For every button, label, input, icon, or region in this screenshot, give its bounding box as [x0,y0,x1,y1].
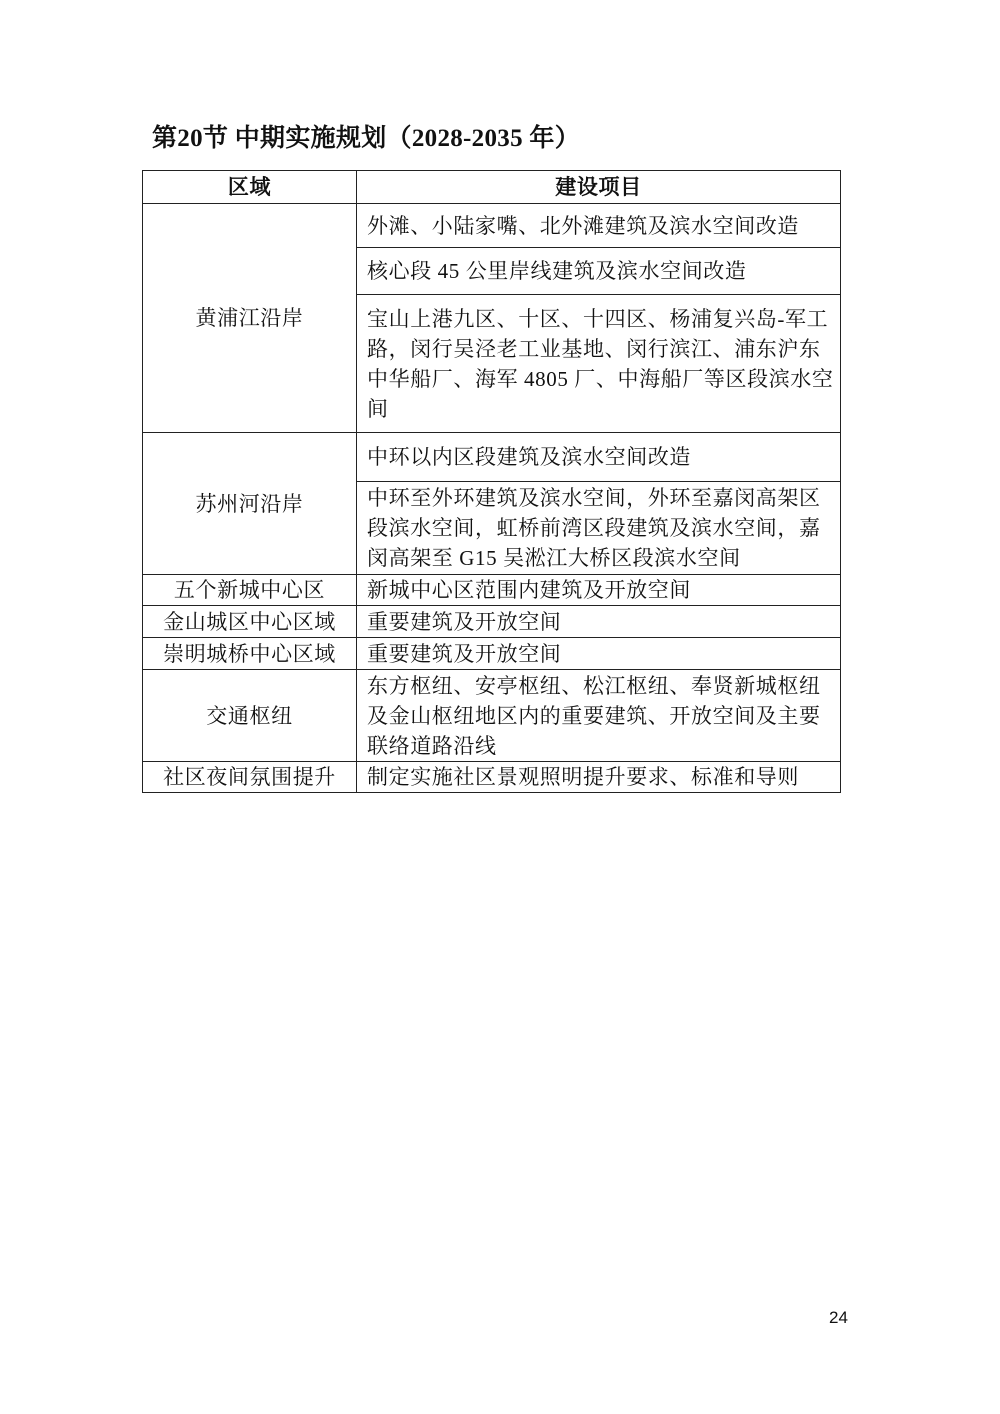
region-cell: 苏州河沿岸 [143,433,357,575]
region-cell: 社区夜间氛围提升 [143,762,357,793]
project-cell: 重要建筑及开放空间 [357,638,841,670]
table-row [143,575,841,606]
region-cell: 崇明城桥中心区域 [143,638,357,670]
region-cell: 交通枢纽 [143,670,357,762]
header-region: 区域 [143,171,357,204]
project-cell: 核心段 45 公里岸线建筑及滨水空间改造 [357,248,841,295]
project-cell: 重要建筑及开放空间 [357,606,841,638]
project-cell: 宝山上港九区、十区、十四区、杨浦复兴岛-军工路，闵行吴泾老工业基地、闵行滨江、浦东沪东中华船厂、海军 4805 厂、中海船厂等区段滨水空间 [357,295,841,433]
region-cell: 金山城区中心区域 [143,606,357,638]
table-row [143,433,841,482]
project-cell: 中环以内区段建筑及滨水空间改造 [357,433,841,482]
project-cell: 东方枢纽、安亭枢纽、松江枢纽、奉贤新城枢纽及金山枢纽地区内的重要建筑、开放空间及主要联络道路沿线 [357,670,841,762]
project-cell: 中环至外环建筑及滨水空间，外环至嘉闵高架区段滨水空间，虹桥前湾区段建筑及滨水空间，嘉闵高架至 G15 吴淞江大桥区段滨水空间 [357,482,841,575]
header-project: 建设项目 [357,171,841,204]
table-row [143,638,841,670]
table-row [143,670,841,762]
table-row [143,606,841,638]
table-header-row [143,171,841,204]
table-row [143,204,841,248]
region-cell: 五个新城中心区 [143,575,357,606]
region-cell: 黄浦江沿岸 [143,204,357,433]
plan-table [142,170,841,793]
project-cell: 外滩、小陆家嘴、北外滩建筑及滨水空间改造 [357,204,841,248]
section-title: 第20节 中期实施规划（2028-2035 年） [152,125,581,152]
page-number: 24 [829,1308,848,1327]
project-cell: 新城中心区范围内建筑及开放空间 [357,575,841,606]
table-row [143,762,841,793]
project-cell: 制定实施社区景观照明提升要求、标准和导则 [357,762,841,793]
